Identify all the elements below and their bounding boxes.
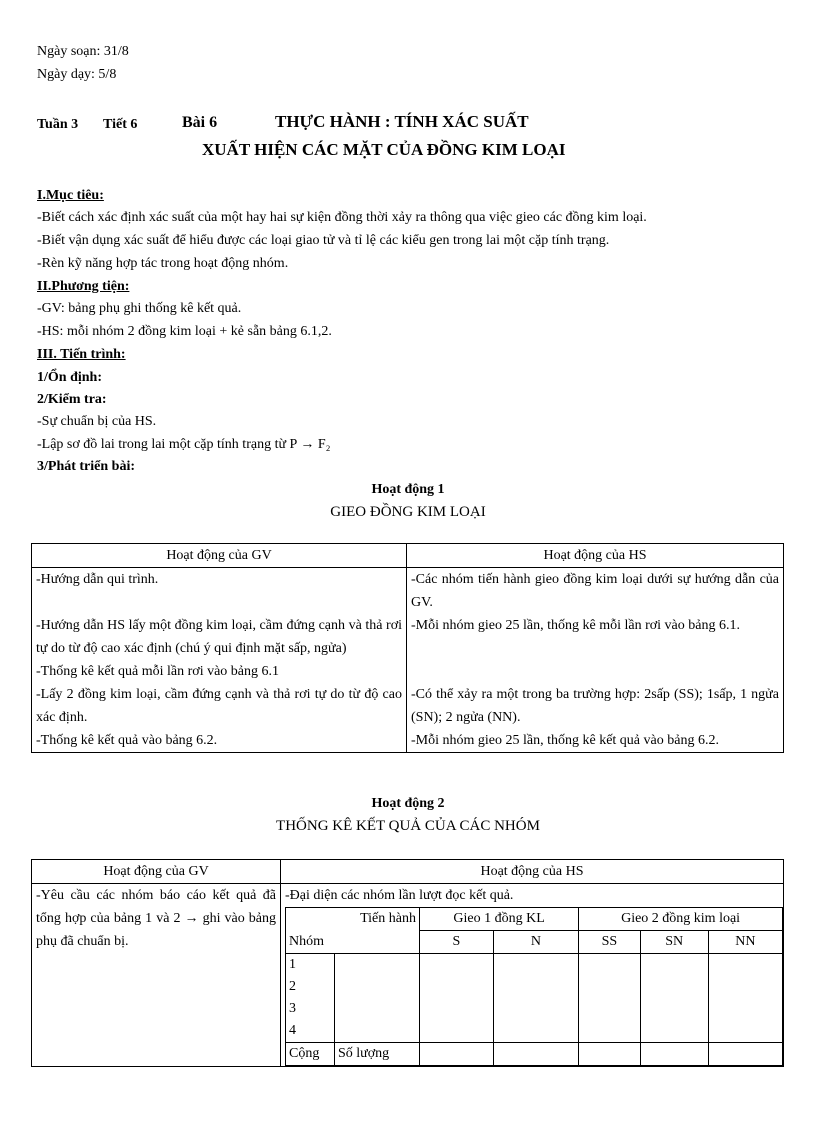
activity1-gv-item: -Hướng dẫn HS lấy một đồng kim loại, cầm đứng cạnh và thả rơi tự do từ độ cao xác định (chú ý qui định mặt sấp, ngửa) — [36, 618, 402, 656]
activity1-hs-item: -Mỗi nhóm gieo 25 lần, thống kê kết quả vào bảng 6.2. — [411, 733, 719, 748]
empty-cell — [420, 954, 494, 1043]
col-n: N — [493, 931, 578, 954]
activity1-table — [31, 543, 784, 753]
empty-cell — [420, 1043, 494, 1066]
activity1-col-hs: Hoạt động của HS — [407, 544, 784, 568]
activity1-gv-item: -Thống kê kết quả mỗi lần rơi vào bảng 6.1 — [36, 664, 280, 679]
activity1-hs-item: -Có thể xảy ra một trong ba trường hợp: 2sấp (SS); 1sấp, 1 ngửa (SN); 2 ngửa (NN). — [411, 687, 779, 725]
muc-tieu-item: -Biết vận dụng xác suất để hiểu được các loại giao tử và tỉ lệ các kiểu gen trong lai một cặp tính trạng. — [37, 233, 610, 248]
empty-cell — [579, 954, 641, 1043]
tuan-label: Tuần 3 — [37, 117, 79, 132]
tien-trinh-heading: III. Tiến trình: — [37, 347, 126, 362]
on-dinh-heading: 1/Ổn định: — [37, 370, 102, 385]
ngay-day: Ngày dạy: 5/8 — [37, 67, 117, 82]
muc-tieu-heading: I.Mục tiêu: — [37, 188, 104, 203]
activity1-gv-item: -Lấy 2 đồng kim loại, cầm đứng cạnh và thả rơi tự do từ độ cao xác định. — [36, 687, 402, 725]
activity1-gv-item: -Hướng dẫn qui trình. — [36, 572, 159, 587]
tiet-label: Tiết 6 — [103, 117, 138, 132]
empty-cell — [493, 954, 578, 1043]
empty-cell — [579, 1043, 641, 1066]
phat-trien-heading: 3/Phát triển bài: — [37, 459, 135, 474]
group-number: 2 — [289, 979, 296, 994]
empty-cell — [640, 1043, 708, 1066]
page-title-line2: XUẤT HIỆN CÁC MẶT CỦA ĐỒNG KIM LOẠI — [202, 140, 566, 159]
kiem-tra-heading: 2/Kiểm tra: — [37, 392, 107, 407]
muc-tieu-item: -Rèn kỹ năng hợp tác trong hoạt động nhóm. — [37, 256, 289, 271]
col-nn: NN — [708, 931, 782, 954]
group-number: 3 — [289, 1001, 296, 1016]
activity2-subheading: THỐNG KÊ KẾT QUẢ CỦA CÁC NHÓM — [276, 818, 540, 834]
gieo2-header: Gieo 2 đồng kim loại — [579, 908, 783, 931]
col-sn: SN — [640, 931, 708, 954]
group-numbers — [286, 954, 335, 1043]
empty-cell — [640, 954, 708, 1043]
activity2-col-gv: Hoạt động của GV — [32, 860, 281, 884]
activity2-hs-cell — [281, 884, 784, 1067]
activity2-gv-cell — [32, 884, 281, 1067]
activity1-gv-cell — [32, 568, 407, 753]
activity2-gv-text: -Yêu cầu các nhóm báo cáo kết quả đã tổng hợp của bảng 1 và 2 → ghi vào bảng phụ đã chuẩn bị. — [36, 888, 276, 949]
activity2-table — [31, 859, 784, 1067]
activity2-heading: Hoạt động 2 — [371, 796, 445, 811]
so-luong-label: Số lượng — [335, 1043, 420, 1066]
tien-hanh-header: Tiến hành — [286, 908, 420, 931]
gieo1-header: Gieo 1 đồng KL — [420, 908, 579, 931]
group-number: 4 — [289, 1023, 296, 1038]
activity1-heading: Hoạt động 1 — [371, 482, 445, 497]
phuong-tien-item: -GV: bảng phụ ghi thống kê kết quả. — [37, 301, 242, 316]
group-number: 1 — [289, 957, 296, 972]
activity2-hs-intro: -Đại diện các nhóm lần lượt đọc kết quả. — [285, 888, 514, 903]
empty-cell — [708, 1043, 782, 1066]
kiem-tra-item: -Sự chuẩn bị của HS. — [37, 414, 157, 429]
ngay-soan: Ngày soạn: 31/8 — [37, 44, 129, 59]
col-s: S — [420, 931, 494, 954]
kiem-tra-item: -Lập sơ đồ lai trong lai một cặp tính trạng từ P → F₂ — [37, 437, 331, 452]
activity1-hs-cell — [407, 568, 784, 753]
activity1-gv-item: -Thống kê kết quả vào bảng 6.2. — [36, 733, 218, 748]
col-ss: SS — [579, 931, 641, 954]
cong-label: Cộng — [286, 1043, 335, 1066]
activity2-col-hs: Hoạt động của HS — [281, 860, 784, 884]
nhom-header: Nhóm — [286, 931, 420, 954]
phuong-tien-item: -HS: mỗi nhóm 2 đồng kim loại + kẻ sẵn bảng 6.1,2. — [37, 324, 332, 339]
activity1-hs-item: -Mỗi nhóm gieo 25 lần, thống kê mỗi lần rơi vào bảng 6.1. — [411, 618, 740, 633]
phuong-tien-heading: II.Phương tiện: — [37, 279, 130, 294]
empty-cell — [493, 1043, 578, 1066]
empty-cell — [708, 954, 782, 1043]
muc-tieu-item: -Biết cách xác định xác suất của một hay hai sự kiện đồng thời xảy ra thông qua việc gieo các đồng kim loại. — [37, 210, 647, 225]
page-title-line1: THỰC HÀNH : TÍNH XÁC SUẤT — [275, 112, 529, 131]
results-table — [285, 907, 783, 1066]
activity1-hs-item: -Các nhóm tiến hành gieo đồng kim loại dưới sự hướng dẫn của GV. — [411, 572, 779, 610]
bai-label: Bài 6 — [182, 114, 218, 131]
empty-cell — [335, 954, 420, 1043]
activity1-subheading: GIEO ĐỒNG KIM LOẠI — [330, 504, 486, 520]
activity1-col-gv: Hoạt động của GV — [32, 544, 407, 568]
